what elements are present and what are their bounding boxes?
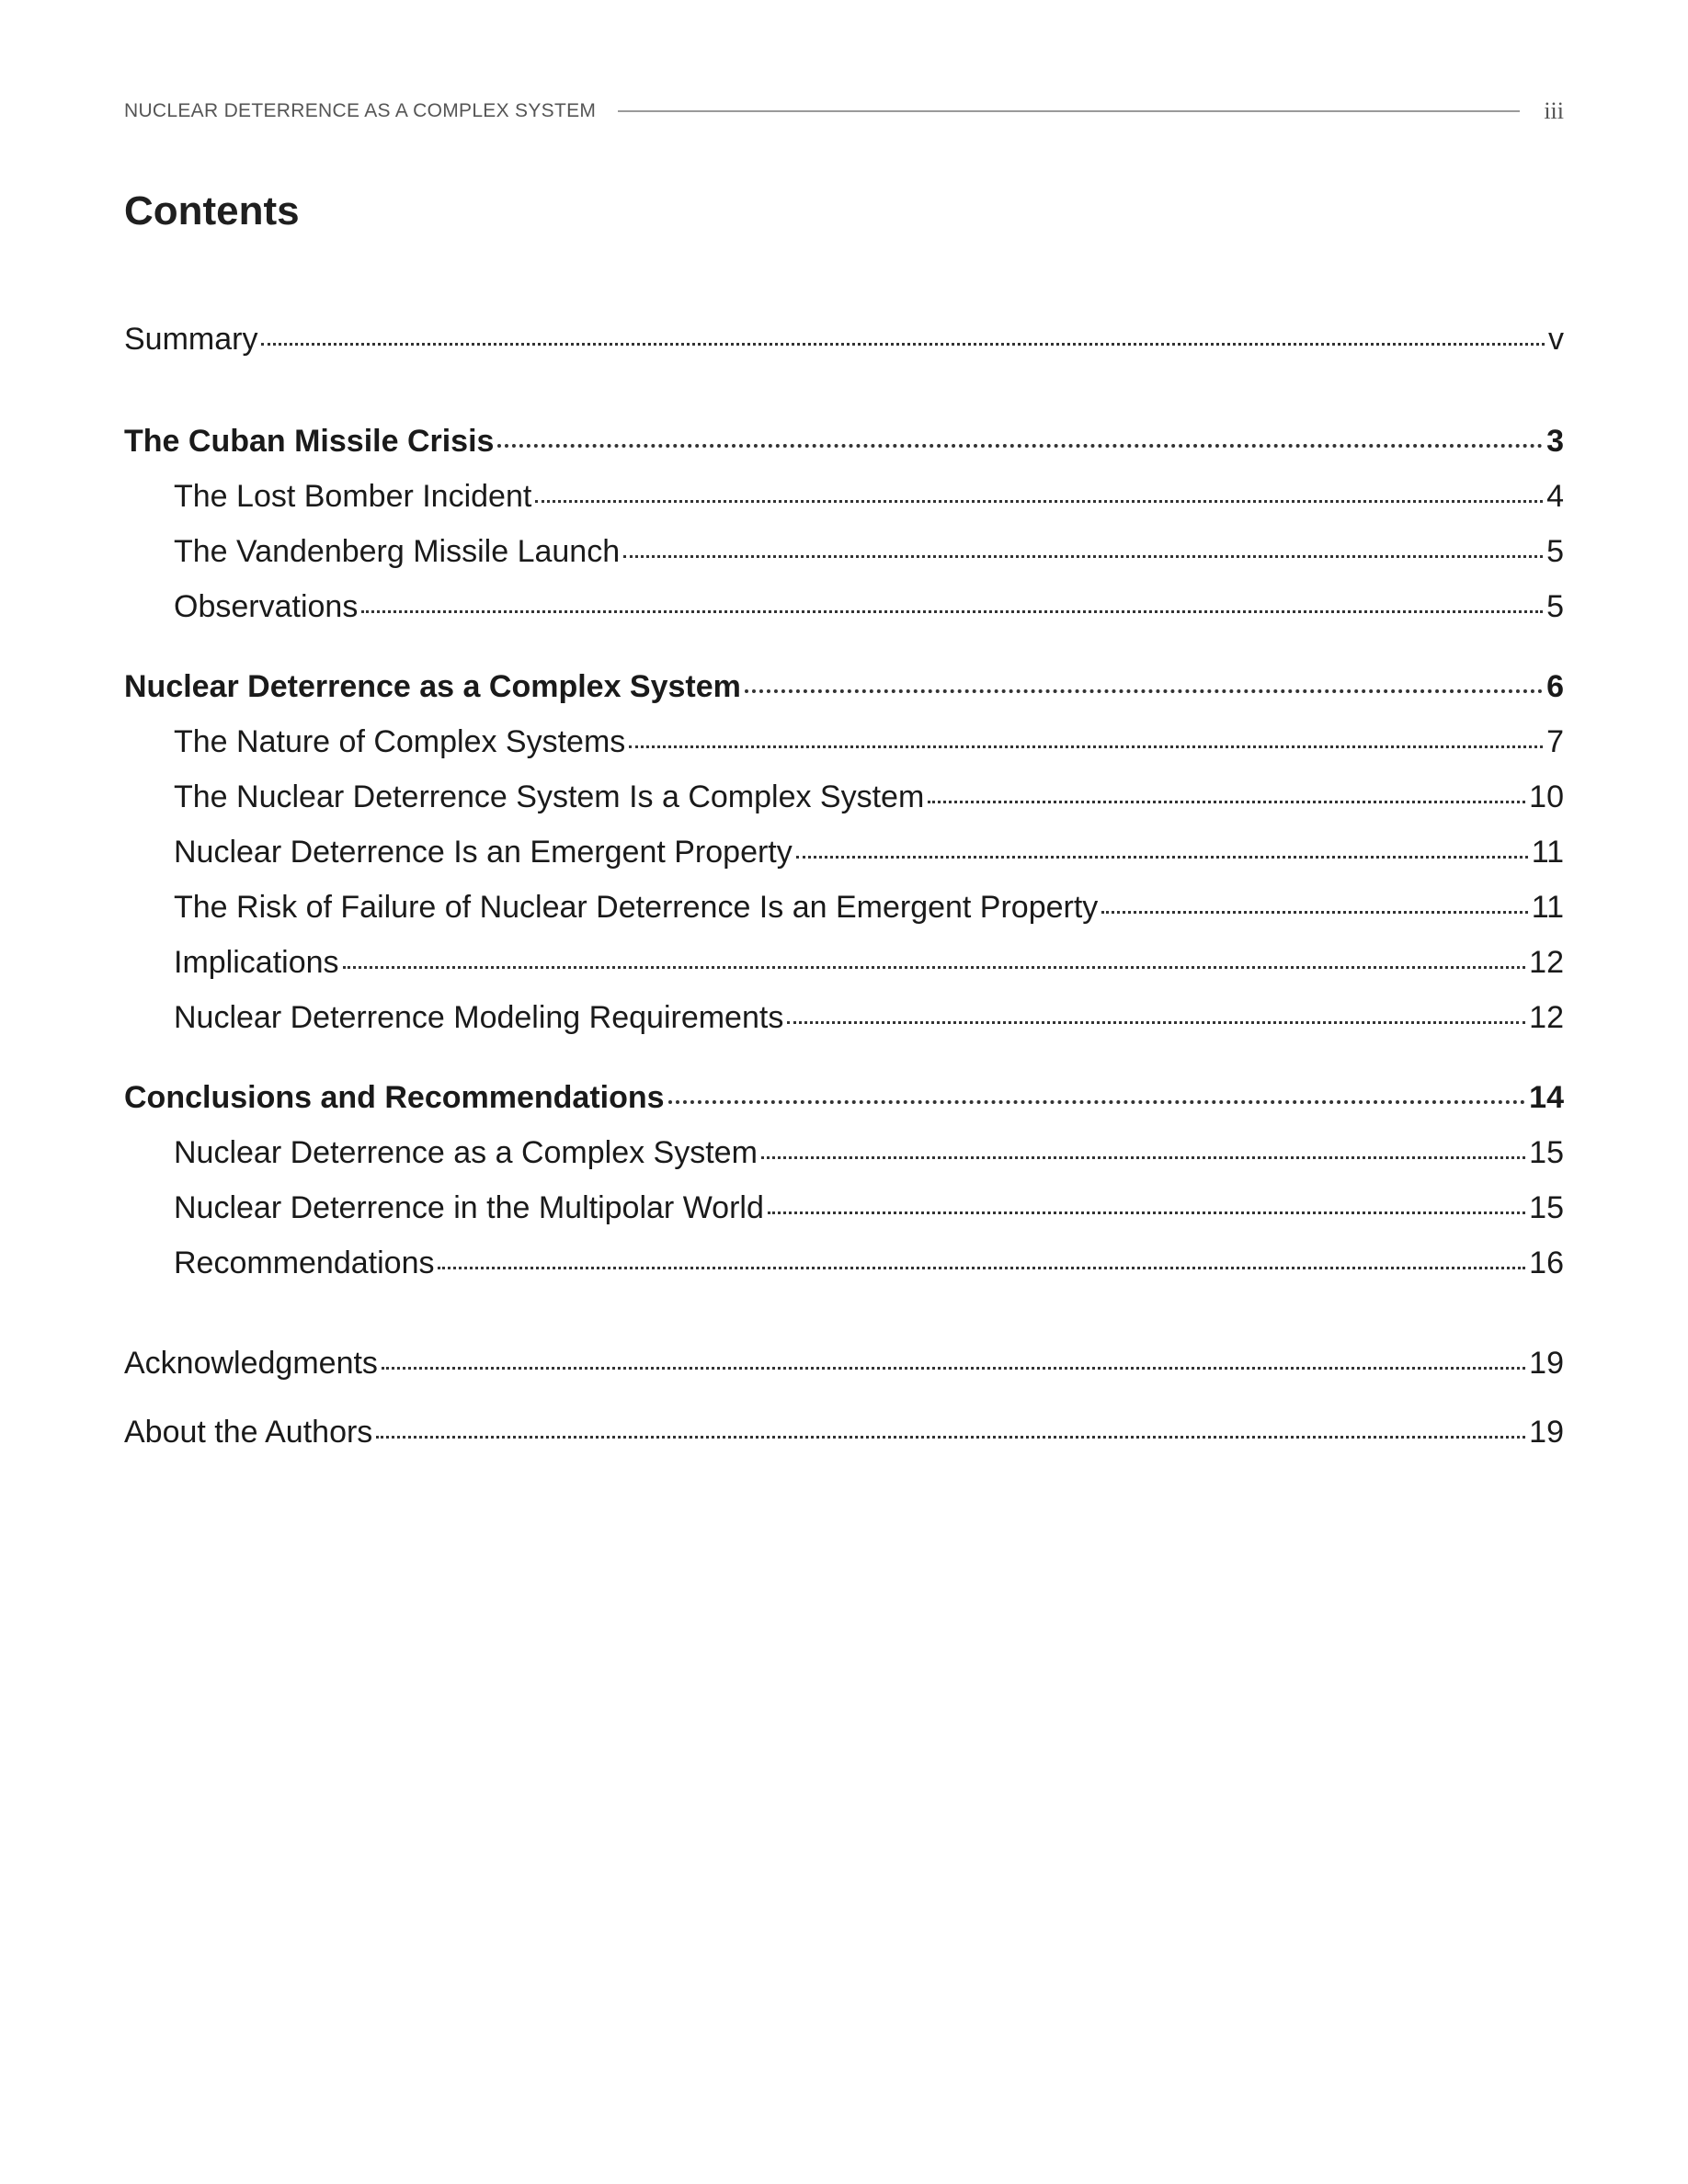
dot-leader xyxy=(382,1367,1525,1370)
toc-entry-emergent-property[interactable] xyxy=(174,836,1564,868)
toc-entry-page: 3 xyxy=(1546,424,1564,459)
dot-leader xyxy=(668,1100,1526,1104)
toc-entry-title: The Cuban Missile Crisis xyxy=(124,424,495,459)
toc-entry-title: Summary xyxy=(124,322,258,357)
toc-entry-title: The Risk of Failure of Nuclear Deterrence Is an Emergent Property xyxy=(174,890,1099,925)
toc-entry-lost-bomber-incident[interactable] xyxy=(174,481,1564,512)
dot-leader xyxy=(497,444,1543,448)
running-header-title: NUCLEAR DETERRENCE AS A COMPLEX SYSTEM xyxy=(124,100,597,121)
toc-entry-page: 15 xyxy=(1529,1135,1564,1170)
toc-entry-about-the-authors[interactable] xyxy=(124,1416,1564,1448)
toc-entry-vandenberg-missile-launch[interactable] xyxy=(174,536,1564,567)
toc-entry-title: Nuclear Deterrence Modeling Requirements xyxy=(174,1000,784,1035)
toc-entry-page: 11 xyxy=(1531,835,1564,870)
toc-entry-page: 19 xyxy=(1529,1346,1564,1381)
toc-entry-page: 7 xyxy=(1546,724,1564,759)
toc-entry-conclusions-complex-system[interactable] xyxy=(174,1137,1564,1168)
toc-entry-title: Acknowledgments xyxy=(124,1346,378,1381)
toc-entry-title: Conclusions and Recommendations xyxy=(124,1080,665,1115)
toc-entry-title: The Nature of Complex Systems xyxy=(174,724,626,759)
toc-entry-title: Nuclear Deterrence as a Complex System xyxy=(174,1135,758,1170)
toc-entry-page: 12 xyxy=(1529,945,1564,980)
toc-entry-conclusions[interactable] xyxy=(124,1082,1564,1113)
toc-entry-deterrence-system-complex[interactable] xyxy=(174,781,1564,813)
toc-entry-title: Observations xyxy=(174,589,359,624)
dot-leader xyxy=(376,1436,1525,1439)
dot-leader xyxy=(343,966,1526,969)
toc-entry-observations[interactable] xyxy=(174,591,1564,622)
dot-leader xyxy=(261,343,1545,346)
toc-entry-page: 4 xyxy=(1546,479,1564,514)
toc-entry-acknowledgments[interactable] xyxy=(124,1348,1564,1379)
toc-entry-cuban-missile-crisis[interactable] xyxy=(124,426,1564,457)
toc-entry-title: Nuclear Deterrence as a Complex System xyxy=(124,669,741,704)
dot-leader xyxy=(1101,911,1527,914)
toc-entry-title: Nuclear Deterrence Is an Emergent Property xyxy=(174,835,793,870)
toc-entry-title: The Vandenberg Missile Launch xyxy=(174,534,621,569)
toc-entry-page: 14 xyxy=(1529,1080,1564,1115)
dot-leader xyxy=(761,1156,1525,1159)
toc-entry-page: 6 xyxy=(1546,669,1564,704)
dot-leader xyxy=(629,745,1543,748)
toc-entry-recommendations[interactable] xyxy=(174,1247,1564,1279)
toc-entry-modeling-requirements[interactable] xyxy=(174,1002,1564,1033)
table-of-contents xyxy=(124,0,1564,2184)
toc-entry-page: 15 xyxy=(1529,1190,1564,1225)
dot-leader xyxy=(361,610,1543,613)
toc-entry-title: The Nuclear Deterrence System Is a Complex System xyxy=(174,779,925,814)
toc-entry-multipolar-world[interactable] xyxy=(174,1192,1564,1223)
toc-entry-page: 12 xyxy=(1529,1000,1564,1035)
page-number: iii xyxy=(1544,97,1564,124)
toc-entry-page: 5 xyxy=(1546,534,1564,569)
toc-entry-title: Nuclear Deterrence in the Multipolar World xyxy=(174,1190,764,1225)
toc-entry-complex-system-chapter[interactable] xyxy=(124,671,1564,702)
dot-leader xyxy=(928,801,1525,803)
toc-entry-implications[interactable] xyxy=(174,947,1564,978)
toc-entry-summary[interactable] xyxy=(124,324,1564,355)
toc-entry-title: The Lost Bomber Incident xyxy=(174,479,532,514)
contents-heading: Contents xyxy=(124,188,300,233)
toc-entry-page: 16 xyxy=(1529,1246,1564,1280)
dot-leader xyxy=(623,555,1543,558)
dot-leader xyxy=(787,1021,1525,1024)
toc-entry-page: 10 xyxy=(1529,779,1564,814)
toc-entry-nature-of-complex-systems[interactable] xyxy=(174,726,1564,757)
dot-leader xyxy=(438,1267,1525,1269)
toc-entry-title: Recommendations xyxy=(174,1246,435,1280)
toc-entry-page: 19 xyxy=(1529,1415,1564,1450)
toc-entry-page: v xyxy=(1548,322,1564,357)
dot-leader xyxy=(796,856,1528,859)
toc-entry-page: 11 xyxy=(1531,890,1564,925)
toc-entry-page: 5 xyxy=(1546,589,1564,624)
toc-entry-title: About the Authors xyxy=(124,1415,373,1450)
dot-leader xyxy=(745,689,1543,693)
toc-entry-risk-of-failure[interactable] xyxy=(174,892,1564,923)
dot-leader xyxy=(535,500,1543,503)
dot-leader xyxy=(768,1211,1525,1214)
toc-entry-title: Implications xyxy=(174,945,339,980)
